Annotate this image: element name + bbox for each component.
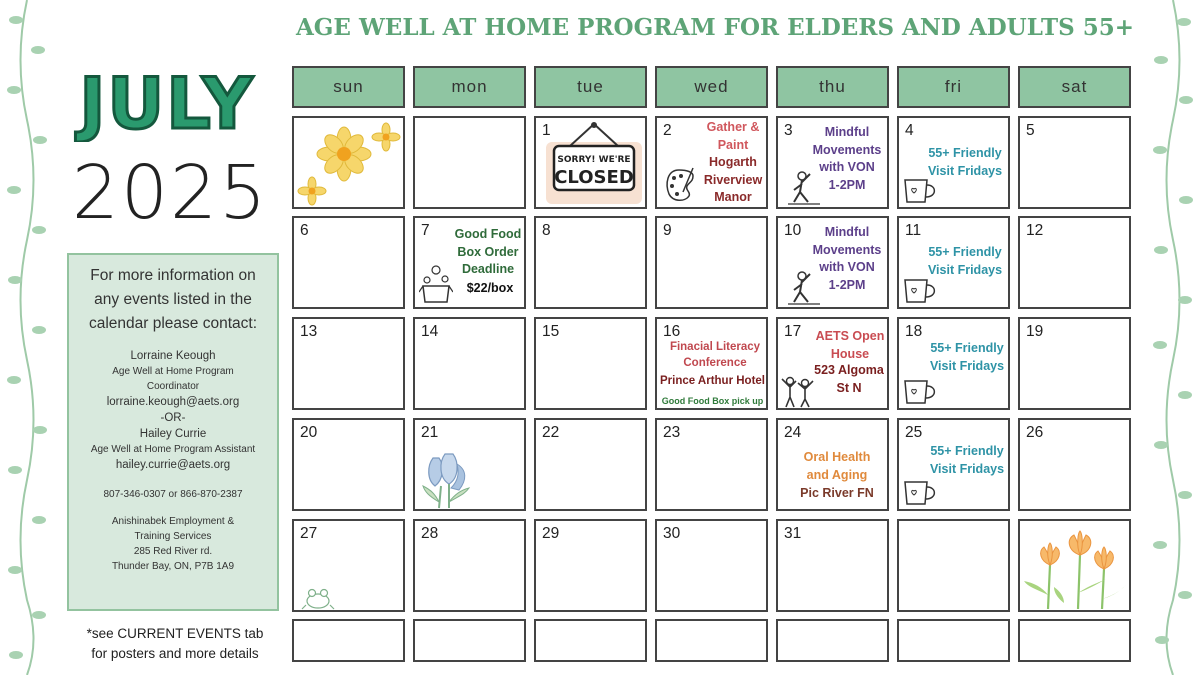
calendar-cell-empty — [897, 519, 1010, 612]
calendar-cell-day-26[interactable] — [1018, 418, 1131, 511]
event-line: Mindful — [824, 125, 870, 139]
stretching-person-icon — [786, 270, 822, 308]
org-address-1: 285 Red River rd. — [133, 546, 213, 557]
contact-email-2[interactable]: hailey.currie@aets.org — [115, 459, 231, 471]
contact-name-2: Hailey Currie — [139, 428, 207, 440]
day-number: 17 — [784, 323, 802, 340]
month-heading — [52, 64, 282, 142]
event-hogarth-location — [697, 154, 769, 207]
calendar-cell-day-17[interactable] — [776, 317, 889, 410]
closed-sign-line2: CLOSED — [554, 167, 634, 188]
event-pic-river: Pic River FN — [800, 486, 874, 500]
day-number: 15 — [542, 323, 560, 340]
day-number: 5 — [1026, 122, 1035, 139]
event-friendly-visit[interactable] — [921, 244, 1009, 279]
day-number: 22 — [542, 424, 560, 441]
event-good-food-pickup[interactable]: Good Food Box pick up — [661, 396, 764, 406]
contact-or: -OR- — [160, 412, 186, 424]
event-line: St N — [836, 380, 862, 395]
day-number: 13 — [300, 323, 318, 340]
orange-flowers-decoration — [1020, 525, 1130, 611]
event-line: Box Order — [457, 244, 519, 259]
event-line: Manor — [714, 190, 752, 204]
tulip-flower-decoration — [419, 450, 479, 510]
contact-intro-line: For more information on — [90, 267, 256, 284]
calendar-cell-day-5[interactable] — [1018, 116, 1131, 209]
event-line: Mindful — [824, 225, 870, 239]
contact-role-2: Age Well at Home Program Assistant — [90, 444, 256, 455]
org-address-2: Thunder Bay, ON, P7B 1A9 — [111, 561, 235, 572]
calendar-cell-empty — [897, 619, 1010, 662]
year-heading: 2025 — [71, 150, 269, 236]
day-number: 18 — [905, 323, 923, 340]
calendar-cell-day-14[interactable] — [413, 317, 526, 410]
event-line: Paint — [717, 137, 749, 152]
event-line: Deadline — [461, 262, 515, 276]
note-line: *see CURRENT EVENTS tab — [86, 626, 264, 641]
closed-sign-line1: SORRY! WE'RE — [557, 155, 631, 165]
calendar-cell-day-23[interactable] — [655, 418, 768, 511]
day-number: 19 — [1026, 323, 1044, 340]
day-number: 25 — [905, 424, 923, 441]
event-line: Movements — [812, 142, 882, 157]
contact-intro-line: calendar please contact: — [88, 315, 258, 332]
day-number: 12 — [1026, 222, 1044, 239]
calendar-cell-empty — [413, 116, 526, 209]
calendar-cell-day-2[interactable] — [655, 116, 768, 209]
calendar-cell-day-15[interactable] — [534, 317, 647, 410]
day-number: 7 — [421, 222, 430, 239]
event-line: 523 Algoma — [814, 363, 884, 377]
calendar-cell-day-9[interactable] — [655, 216, 768, 309]
calendar-cell-day-20[interactable] — [292, 418, 405, 511]
calendar-cell-empty — [1018, 619, 1131, 662]
current-events-note — [66, 624, 284, 664]
calendar-cell-empty — [292, 116, 405, 209]
calendar-cell-day-12[interactable] — [1018, 216, 1131, 309]
event-prince-arthur: Prince Arthur Hotel — [659, 375, 765, 387]
day-number: 1 — [542, 122, 551, 139]
day-number: 30 — [663, 525, 681, 542]
calendar-cell-day-11[interactable] — [897, 216, 1010, 309]
calendar-cell-day-22[interactable] — [534, 418, 647, 511]
event-line: Visit Fridays — [929, 358, 1005, 373]
day-number: 11 — [905, 222, 922, 239]
event-line: Good Food — [454, 227, 522, 241]
calendar-cell-day-8[interactable] — [534, 216, 647, 309]
event-good-food-deadline[interactable] — [449, 226, 527, 279]
weekday-header-sun: sun — [292, 66, 405, 108]
day-number: 26 — [1026, 424, 1044, 441]
calendar-cell-day-16[interactable] — [655, 317, 768, 410]
page-title: AGE WELL AT HOME PROGRAM FOR ELDERS AND ADULTS 55+ — [295, 14, 1135, 41]
event-line: Visit Fridays — [929, 461, 1005, 476]
calendar-cell-day-3[interactable] — [776, 116, 889, 209]
event-line: 1-2PM — [828, 177, 866, 192]
event-line: 1-2PM — [828, 277, 866, 292]
event-line: Visit Fridays — [927, 163, 1003, 178]
weekday-header-fri: fri — [897, 66, 1010, 108]
day-number: 14 — [421, 323, 439, 340]
event-line: AETS Open — [815, 329, 885, 343]
coffee-mug-icon — [901, 276, 941, 308]
event-line: Gather & — [706, 120, 760, 134]
food-box-icon — [419, 262, 453, 306]
month-text: JULY — [79, 64, 255, 142]
calendar-cell-empty — [655, 619, 768, 662]
calendar-cell-day-6[interactable] — [292, 216, 405, 309]
coffee-mug-icon — [901, 377, 941, 409]
event-line: 55+ Friendly — [928, 146, 1002, 160]
day-number: 27 — [300, 525, 318, 542]
contact-role-1b: Coordinator — [146, 381, 200, 392]
event-line: Oral Health — [803, 450, 871, 464]
calendar-cell-day-24[interactable] — [776, 418, 889, 511]
calendar-cell-day-28[interactable] — [413, 519, 526, 612]
frog-decoration — [300, 585, 336, 611]
day-number: 28 — [421, 525, 439, 542]
calendar-cell-day-7[interactable] — [413, 216, 526, 309]
day-number: 29 — [542, 525, 560, 542]
event-line: Riverview — [703, 172, 763, 187]
contact-phone: 807-346-0307 or 866-870-2387 — [103, 489, 243, 500]
calendar-cell-day-19[interactable] — [1018, 317, 1131, 410]
contact-email-1[interactable]: lorraine.keough@aets.org — [106, 396, 240, 408]
weekday-header-sat: sat — [1018, 66, 1131, 108]
closed-sign-icon — [544, 120, 644, 206]
event-oral-health[interactable] — [794, 449, 880, 484]
celebrating-people-icon — [780, 375, 816, 409]
calendar-cell-day-1[interactable] — [534, 116, 647, 209]
event-line: and Aging — [806, 467, 868, 482]
day-number: 9 — [663, 222, 672, 239]
contact-intro-line: any events listed in the — [94, 291, 252, 308]
calendar-cell-day-10[interactable] — [776, 216, 889, 309]
paint-palette-icon — [663, 164, 695, 204]
event-line: House — [830, 346, 870, 361]
day-number: 16 — [663, 323, 681, 340]
good-food-price: $22/box — [466, 281, 514, 295]
day-number: 6 — [300, 222, 309, 239]
event-algoma-address — [808, 362, 890, 397]
day-number: 3 — [784, 122, 793, 139]
right-vine-decoration — [1148, 0, 1198, 675]
contact-role-1: Age Well at Home Program — [112, 366, 234, 377]
daisy-flowers-decoration — [294, 118, 404, 208]
note-line: for posters and more details — [91, 646, 259, 661]
event-line: with VON — [819, 260, 875, 274]
calendar-cell-day-25[interactable] — [897, 418, 1010, 511]
calendar-cell-day-31[interactable] — [776, 519, 889, 612]
weekday-header-thu: thu — [776, 66, 889, 108]
calendar-cell-day-30[interactable] — [655, 519, 768, 612]
day-number: 21 — [421, 424, 439, 441]
calendar-cell-empty — [776, 619, 889, 662]
event-financial-literacy[interactable] — [663, 339, 767, 371]
event-line: 55+ Friendly — [930, 444, 1004, 458]
left-vine-decoration — [2, 0, 52, 675]
calendar-cell-day-21[interactable] — [413, 418, 526, 511]
calendar-cell-empty — [534, 619, 647, 662]
event-line: Conference — [683, 357, 747, 369]
weekday-header-mon: mon — [413, 66, 526, 108]
event-line: 55+ Friendly — [930, 341, 1004, 355]
calendar-cell-day-27[interactable] — [292, 519, 405, 612]
calendar-cell-empty — [292, 619, 405, 662]
event-line: Finacial Literacy — [669, 341, 761, 353]
event-aets-open-house[interactable] — [810, 328, 890, 363]
contact-name-1: Lorraine Keough — [130, 350, 216, 362]
day-number: 20 — [300, 424, 318, 441]
org-name: Anishinabek Employment & — [111, 516, 235, 527]
day-number: 24 — [784, 424, 802, 441]
event-friendly-visit[interactable] — [923, 340, 1011, 375]
event-line: Movements — [812, 242, 882, 257]
day-number: 2 — [663, 122, 672, 139]
event-friendly-visit[interactable] — [921, 145, 1009, 180]
day-number: 4 — [905, 122, 914, 139]
coffee-mug-icon — [901, 176, 941, 208]
stretching-person-icon — [786, 170, 822, 208]
calendar-cell-day-29[interactable] — [534, 519, 647, 612]
calendar-cell-day-13[interactable] — [292, 317, 405, 410]
calendar-cell-day-4[interactable] — [897, 116, 1010, 209]
event-friendly-visit[interactable] — [923, 443, 1011, 478]
event-line: with VON — [819, 160, 875, 174]
event-line: 55+ Friendly — [928, 245, 1002, 259]
day-number: 31 — [784, 525, 802, 542]
calendar-cell-empty — [413, 619, 526, 662]
calendar-cell-day-18[interactable] — [897, 317, 1010, 410]
day-number: 10 — [784, 222, 802, 239]
coffee-mug-icon — [901, 478, 941, 510]
weekday-header-tue: tue — [534, 66, 647, 108]
event-gather-paint[interactable] — [699, 119, 767, 154]
event-line: Visit Fridays — [927, 262, 1003, 277]
weekday-header-wed: wed — [655, 66, 768, 108]
day-number: 8 — [542, 222, 551, 239]
event-line: Hogarth — [709, 155, 757, 169]
day-number: 23 — [663, 424, 681, 441]
contact-info-panel — [67, 253, 279, 611]
org-name-2: Training Services — [134, 531, 212, 542]
calendar-cell-empty — [1018, 519, 1131, 612]
